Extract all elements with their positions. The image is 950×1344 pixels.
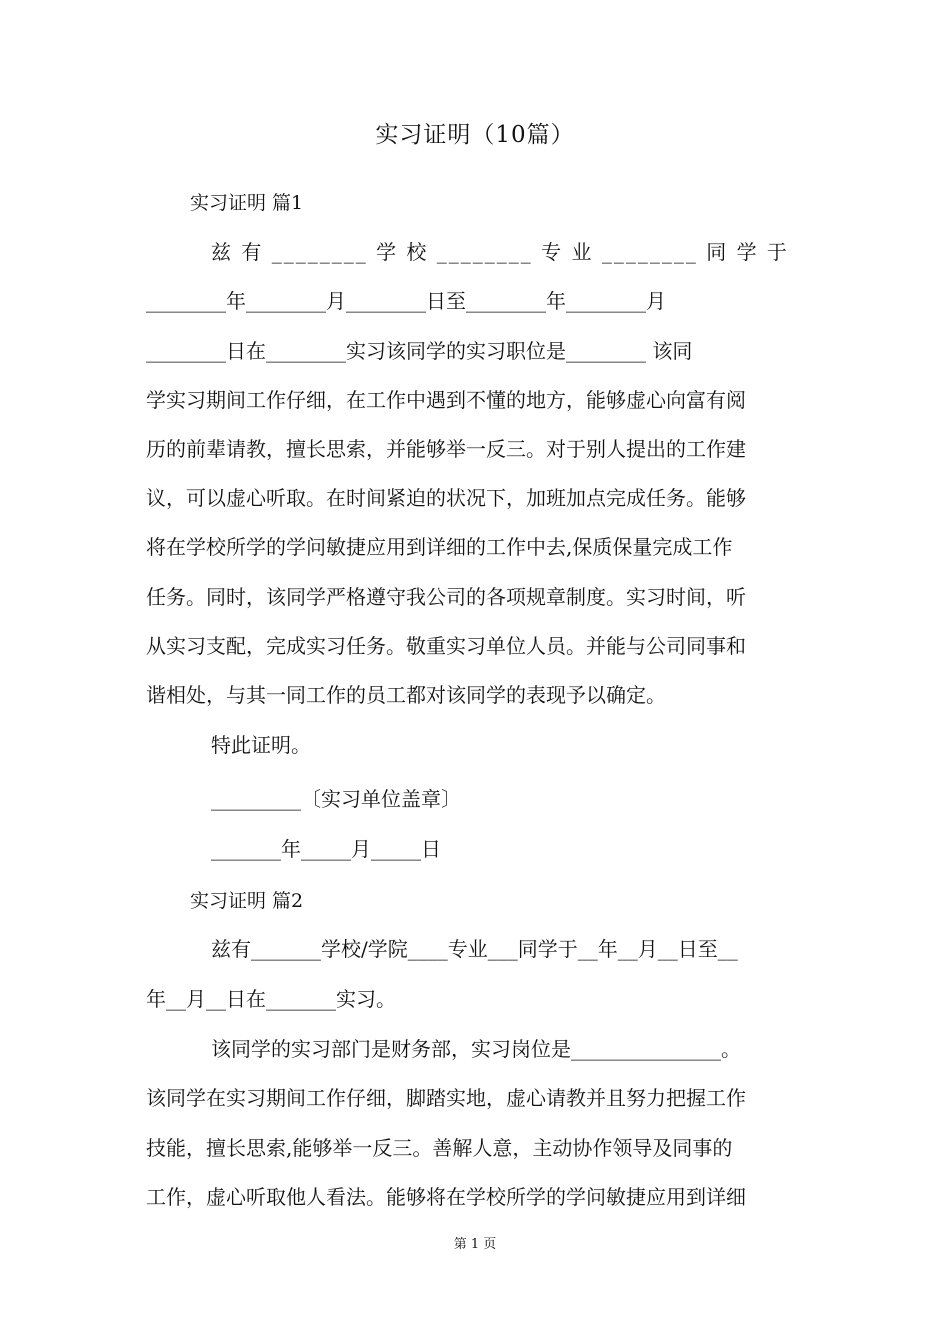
paragraph-line: 兹 有 ________ 学 校 ________ 专 业 ________ 同 学 于 [211,240,789,264]
paragraph-line: 从实习支配，完成实习任务。敬重实习单位人员。并能与公司同事和 [146,634,746,658]
paragraph-line: 学实习期间工作仔细，在工作中遇到不懂的地方，能够虚心向富有阅 [146,388,746,412]
paragraph-line: 将在学校所学的学问敏捷应用到详细的工作中去,保质保量完成工作 [146,535,733,559]
paragraph-line: 历的前辈请教，擅长思索，并能够举一反三。对于别人提出的工作建 [146,437,746,461]
page-number: 第 1 页 [453,1237,497,1252]
paragraph-line: 该同学在实习期间工作仔细，脚踏实地，虚心请教并且努力把握工作 [146,1086,746,1110]
paragraph-line: 议，可以虚心听取。在时间紧迫的状况下，加班加点完成任务。能够 [146,486,746,510]
paragraph-line: 谐相处，与其一同工作的员工都对该同学的表现予以确定。 [146,683,666,707]
date-line: _______年_____月_____日 [211,837,441,861]
paragraph-line: ________日在________实习该同学的实习职位是________ 该同 [146,339,693,363]
closing-text: 特此证明。 [211,733,311,757]
page-title: 实习证明（10篇） [375,122,575,148]
paragraph-line: 年__月__日在_______实习。 [146,987,396,1011]
paragraph-line: 兹有_______学校/学院____专业___同学于__年__月__日至__ [211,937,738,961]
seal-line: _________〔实习单位盖章〕 [211,787,461,811]
section2-heading: 实习证明 篇2 [190,890,304,912]
section1-heading: 实习证明 篇1 [190,192,304,214]
paragraph-line: 任务。同时，该同学严格遵守我公司的各项规章制度。实习时间，听 [146,585,746,609]
paragraph-line: ________年________月________日至________年________月 [146,289,666,313]
paragraph-line: 该同学的实习部门是财务部，实习岗位是_______________。 [211,1037,741,1061]
paragraph-line: 技能，擅长思索,能够举一反三。善解人意，主动协作领导及同事的 [146,1136,733,1160]
paragraph-line: 工作，虚心听取他人看法。能够将在学校所学的学问敏捷应用到详细 [146,1185,746,1209]
